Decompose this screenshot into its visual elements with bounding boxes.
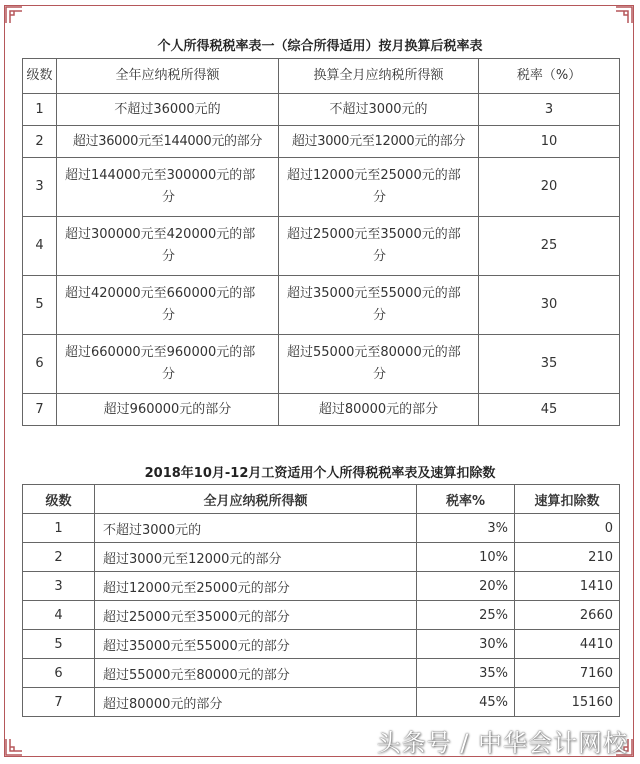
header-rate: 税率（%） (479, 59, 620, 94)
cell-line: 超过300000元至420000元的部 (65, 227, 256, 242)
cell-deduction: 1410 (515, 572, 620, 601)
table-row (23, 543, 620, 572)
cell-monthly (279, 335, 479, 394)
table-row (23, 335, 620, 394)
cell-deduction: 7160 (515, 659, 620, 688)
header-monthly-income: 换算全月应纳税所得额 (279, 59, 479, 94)
cell-level: 4 (23, 601, 95, 630)
table-row (23, 158, 620, 217)
cell-rate: 25 (479, 217, 620, 276)
cell-monthly (279, 217, 479, 276)
cell-deduction: 0 (515, 514, 620, 543)
cell-deduction: 210 (515, 543, 620, 572)
cell-income: 超过80000元的部分 (95, 688, 417, 717)
cell-rate: 20 (479, 158, 620, 217)
cell-rate: 25% (417, 601, 515, 630)
cell-level: 6 (23, 335, 57, 394)
cell-level: 2 (23, 126, 57, 158)
header-level: 级数 (23, 59, 57, 94)
cell-line: 分 (161, 367, 175, 382)
header-deduction: 速算扣除数 (515, 485, 620, 514)
cell-annual (57, 276, 279, 335)
cell-rate: 3 (479, 94, 620, 126)
cell-line: 超过12000元至25000元的部 (287, 168, 461, 183)
cell-line: 超过35000元至55000元的部 (287, 286, 461, 301)
cell-rate: 10 (479, 126, 620, 158)
header-level: 级数 (23, 485, 95, 514)
cell-level: 1 (23, 94, 57, 126)
cell-annual (57, 217, 279, 276)
cell-monthly (279, 158, 479, 217)
tax-rate-table-annual (22, 58, 620, 426)
cell-monthly: 超过3000元至12000元的部分 (279, 126, 479, 158)
watermark: 头条号 / 中华会计网校 (376, 729, 628, 757)
cell-rate: 20% (417, 572, 515, 601)
cell-rate: 10% (417, 543, 515, 572)
corner-ornament-icon (5, 738, 23, 756)
table-row (23, 630, 620, 659)
cell-level: 6 (23, 659, 95, 688)
table1-title: 个人所得税税率表一（综合所得适用）按月换算后税率表 (157, 39, 483, 54)
cell-rate: 30% (417, 630, 515, 659)
table-row (23, 126, 620, 158)
table-row (23, 688, 620, 717)
table2-title: 2018年10月-12月工资适用个人所得税税率表及速算扣除数 (144, 466, 496, 481)
cell-level: 5 (23, 276, 57, 335)
cell-income: 超过35000元至55000元的部分 (95, 630, 417, 659)
cell-level: 5 (23, 630, 95, 659)
cell-income: 超过12000元至25000元的部分 (95, 572, 417, 601)
cell-rate: 3% (417, 514, 515, 543)
cell-level: 2 (23, 543, 95, 572)
cell-level: 4 (23, 217, 57, 276)
header-monthly-income: 全月应纳税所得额 (95, 485, 417, 514)
cell-annual (57, 158, 279, 217)
cell-rate: 30 (479, 276, 620, 335)
cell-line: 分 (372, 367, 386, 382)
cell-income: 不超过3000元的 (95, 514, 417, 543)
tax-rate-table-monthly (22, 484, 620, 717)
cell-line: 超过25000元至35000元的部 (287, 227, 461, 242)
cell-monthly (279, 276, 479, 335)
table-row (23, 572, 620, 601)
cell-rate: 45 (479, 394, 620, 426)
cell-line: 超过55000元至80000元的部 (287, 345, 461, 360)
cell-income: 超过25000元至35000元的部分 (95, 601, 417, 630)
cell-line: 分 (372, 249, 386, 264)
cell-line: 超过144000元至300000元的部 (65, 168, 256, 183)
cell-monthly: 超过80000元的部分 (279, 394, 479, 426)
cell-level: 7 (23, 394, 57, 426)
corner-ornament-icon (615, 6, 633, 24)
table-row (23, 217, 620, 276)
cell-deduction: 4410 (515, 630, 620, 659)
cell-monthly: 不超过3000元的 (279, 94, 479, 126)
cell-deduction: 15160 (515, 688, 620, 717)
cell-income: 超过55000元至80000元的部分 (95, 659, 417, 688)
cell-rate: 45% (417, 688, 515, 717)
table-header-row (23, 485, 620, 514)
table-row (23, 276, 620, 335)
cell-rate: 35 (479, 335, 620, 394)
cell-rate: 35% (417, 659, 515, 688)
table-row (23, 394, 620, 426)
cell-level: 7 (23, 688, 95, 717)
cell-line: 超过660000元至960000元的部 (65, 345, 256, 360)
cell-annual (57, 335, 279, 394)
cell-level: 1 (23, 514, 95, 543)
cell-deduction: 2660 (515, 601, 620, 630)
header-annual-income: 全年应纳税所得额 (57, 59, 279, 94)
cell-line: 分 (372, 190, 386, 205)
cell-line: 分 (372, 308, 386, 323)
cell-annual: 不超过36000元的 (57, 94, 279, 126)
header-rate: 税率% (417, 485, 515, 514)
cell-line: 分 (161, 249, 175, 264)
cell-level: 3 (23, 158, 57, 217)
cell-income: 超过3000元至12000元的部分 (95, 543, 417, 572)
cell-annual: 超过960000元的部分 (57, 394, 279, 426)
table-row (23, 659, 620, 688)
cell-annual: 超过36000元至144000元的部分 (57, 126, 279, 158)
table-header-row (23, 59, 620, 94)
cell-line: 分 (161, 190, 175, 205)
table-row (23, 514, 620, 543)
table-row (23, 94, 620, 126)
cell-line: 超过420000元至660000元的部 (65, 286, 256, 301)
cell-level: 3 (23, 572, 95, 601)
cell-line: 分 (161, 308, 175, 323)
corner-ornament-icon (5, 6, 23, 24)
table-row (23, 601, 620, 630)
